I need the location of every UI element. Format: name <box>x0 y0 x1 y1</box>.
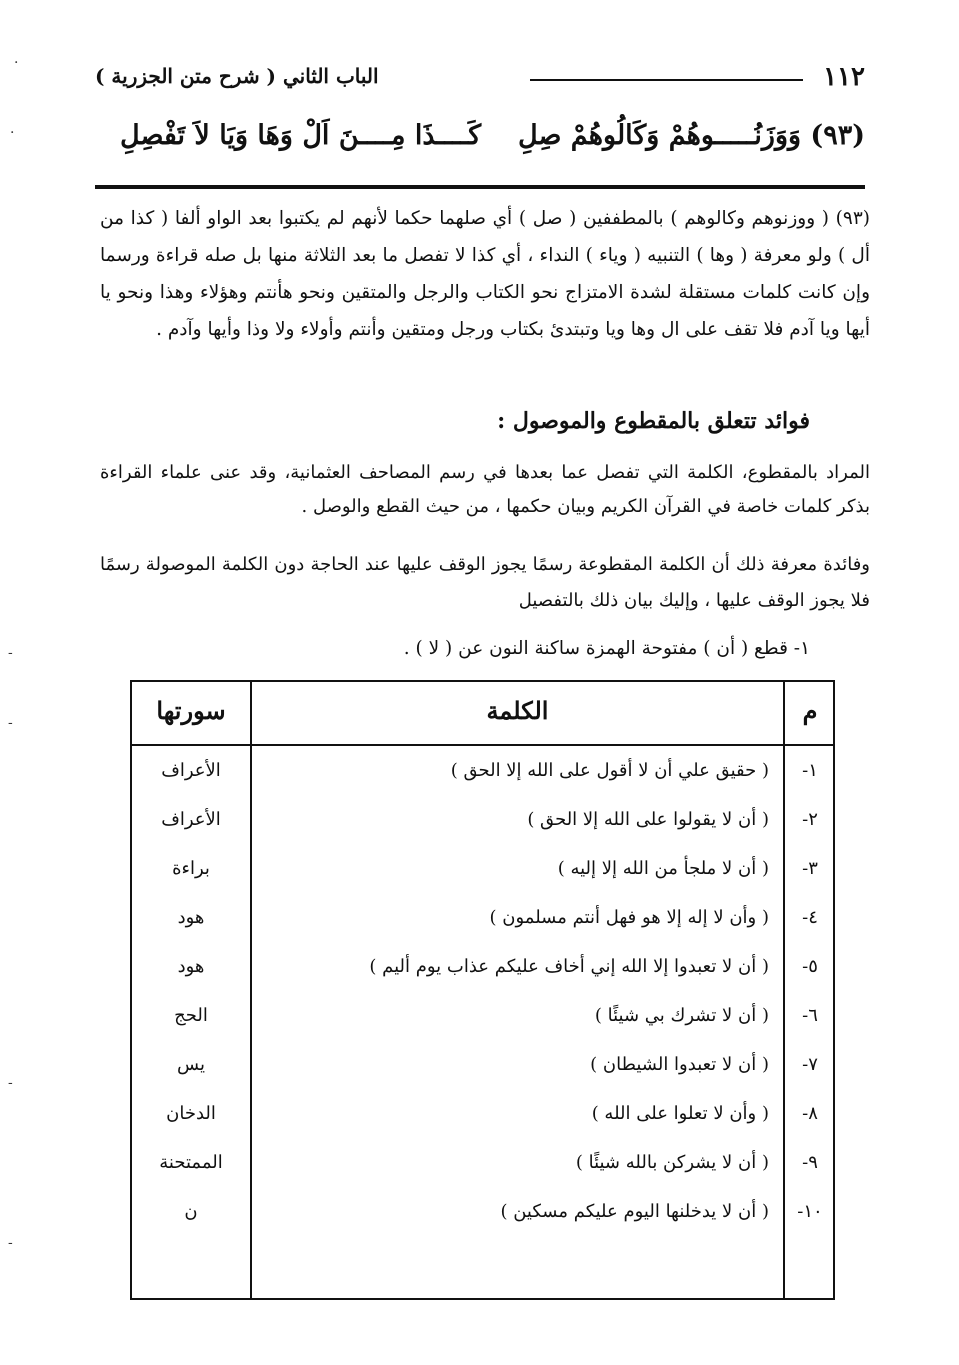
benefit-paragraph: وفائدة معرفة ذلك أن الكلمة المقطوعة رسمًا يجوز الوقف عليها عند الحاجة دون الكلمة الموصولة رسمًا فلا يجوز الوقف عليها ، وإليك بيان ذلك بالتفصيل <box>100 554 870 611</box>
scan-speck: - <box>8 645 13 661</box>
row-number: ١٠- <box>797 1201 823 1222</box>
row-number: ٥- <box>802 956 818 977</box>
commentary-paragraph: (٩٣) ( ووزنوهم وكالوهم ) بالمطففين ( صل ) أي صلهما حكما لأنهم لم يكتبوا بعد الواو ألفا ( كذا من أل ) ولو معرفة ( وها ) التنبيه ( وياء ) النداء ، أي كذا لا تفصل ما بعد الثلاثة منها بل صله قراءة ورسما وإن كانت كلمات مستقلة لشدة الامتزاج نحو الكتاب والرجل والمتقين ونحو هأنتم وهؤلاء وهذا ونحو يا أيها ويا آدم فلا تقف على ال وها ويا وتبتدئ بكتاب ورجل ومتقين وأنتم وأولاء ولا وذا وأيها وآدم . <box>100 208 870 340</box>
row-surah: هود <box>177 956 205 977</box>
table-row <box>132 809 833 858</box>
row-number: ٢- <box>802 809 818 830</box>
definition-paragraph: المراد بالمقطوع، الكلمة التي تفصل عما بعدها في رسم المصاحف العثمانية، وقد عنى علماء القراءة بذكر كلمات خاصة في القرآن الكريم وبيان حكمها ، من حيث القطع والوصل . <box>100 462 870 517</box>
row-word: ( أن لا يشركن بالله شيئًا ) <box>575 1152 769 1173</box>
scan-speck: · <box>14 55 19 71</box>
scan-speck: - <box>8 1235 13 1251</box>
row-word: ( أن لا تعبدوا الشيطان ) <box>590 1054 769 1075</box>
scan-speck: - <box>8 715 13 731</box>
row-word: ( أن لا يقولوا على الله إلا الحق ) <box>527 809 769 830</box>
row-word: ( حقيق علي أن لا أقول على الله إلا الحق ) <box>450 760 769 781</box>
verse-second-hemistich: كَــــذَا مِــــنَ اَلْ وَهَا وَيَا لاَ تَفْصِلِ <box>120 120 482 151</box>
table-body <box>132 760 833 1250</box>
scan-speck: - <box>8 1075 13 1091</box>
table-row <box>132 1054 833 1103</box>
table-row <box>132 760 833 809</box>
row-number: ٤- <box>802 907 818 928</box>
section-heading: فوائد تتعلق بالمقطوع والموصول : <box>497 408 810 434</box>
table-row <box>132 907 833 956</box>
page-number: ١١٢ <box>823 62 865 92</box>
header-number: م <box>802 696 818 725</box>
table-row <box>132 1201 833 1250</box>
table-row <box>132 1152 833 1201</box>
row-number: ٩- <box>802 1152 818 1173</box>
header-rule <box>530 79 803 81</box>
row-number: ١- <box>802 760 818 781</box>
verse-first-hemistich: (٩٣) وَوَزَنُـــــوهُمْ وَكَالُوهُمْ صِلِ <box>518 120 865 151</box>
row-number: ٧- <box>802 1054 818 1075</box>
chapter-title: الباب الثاني ( شرح متن الجزرية ) <box>95 64 379 88</box>
words-table <box>130 680 835 1300</box>
table-row <box>132 1103 833 1152</box>
row-word: ( أن لا يدخلنها اليوم عليكم مسكين ) <box>500 1201 769 1222</box>
header-word: الكلمة <box>486 696 549 725</box>
row-number: ٣- <box>802 858 818 879</box>
row-surah: الممتحنة <box>159 1152 223 1173</box>
row-surah: يس <box>177 1054 205 1075</box>
header-divider <box>132 744 833 746</box>
row-surah: الأعراف <box>161 760 221 781</box>
row-surah: براءة <box>172 858 210 879</box>
row-number: ٨- <box>802 1103 818 1124</box>
row-word: ( أن لا ملجأ من الله إلا إليه ) <box>557 858 769 879</box>
table-row <box>132 858 833 907</box>
row-word: ( أن لا تشرك بي شيئًا ) <box>594 1005 769 1026</box>
table-row <box>132 1005 833 1054</box>
row-word: ( أن لا تعبدوا إلا الله إني أخاف عليكم عذاب يوم أليم ) <box>369 956 769 977</box>
verse-divider <box>95 185 865 189</box>
row-surah: هود <box>177 907 205 928</box>
row-word: ( وأن لا تعلوا على الله ) <box>591 1103 769 1124</box>
poem-verse <box>100 120 865 176</box>
row-surah: ن <box>184 1201 198 1222</box>
row-word: ( وأن لا إله إلا هو فهل أنتم مسلمون ) <box>489 907 769 928</box>
running-header <box>95 60 865 96</box>
row-surah: الأعراف <box>161 809 221 830</box>
table-row <box>132 956 833 1005</box>
row-surah: الدخان <box>166 1103 216 1124</box>
row-number: ٦- <box>802 1005 818 1026</box>
item-title: ١- قطع ( أن ) مفتوحة الهمزة ساكنة النون عن ( لا ) . <box>403 638 810 659</box>
row-surah: الحج <box>174 1005 208 1026</box>
scan-speck: · <box>10 125 15 141</box>
header-surah: سورتها <box>156 696 226 725</box>
